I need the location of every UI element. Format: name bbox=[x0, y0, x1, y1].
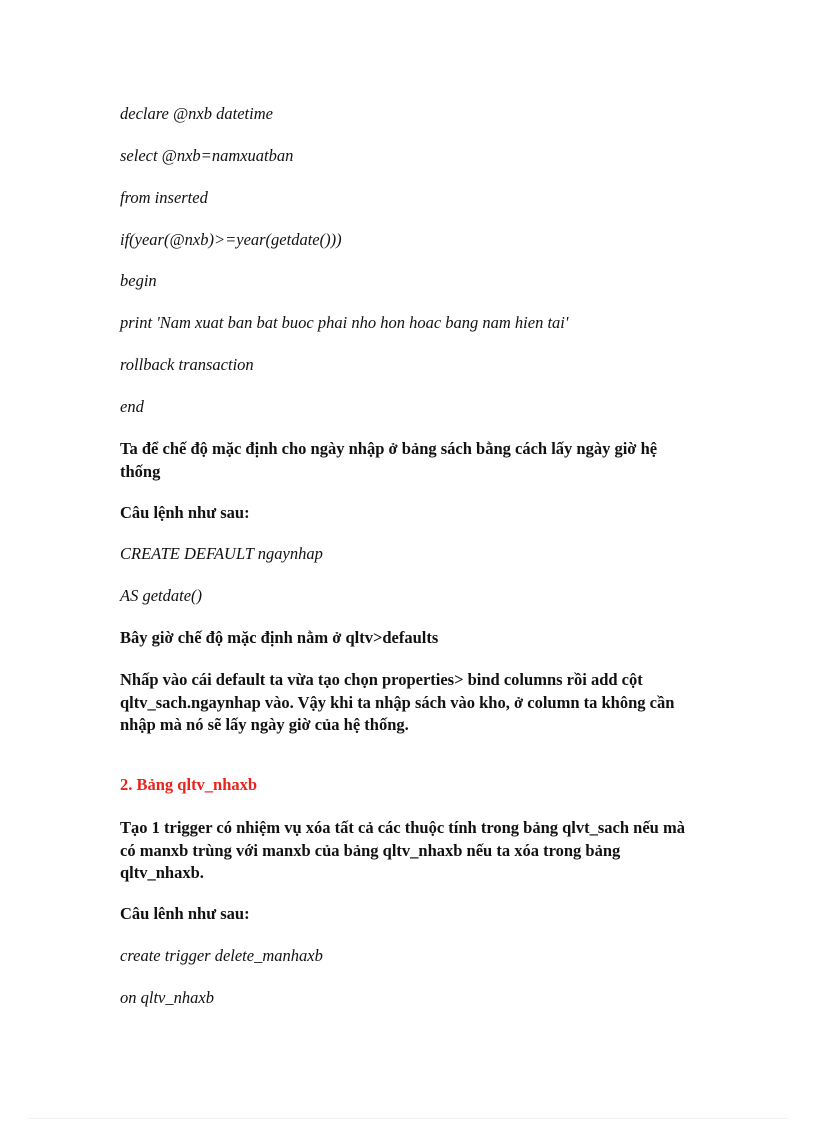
code-line: on qltv_nhaxb bbox=[120, 988, 214, 1007]
code-line: create trigger delete_manhaxb bbox=[120, 946, 323, 965]
section-heading: 2. Bảng qltv_nhaxb bbox=[120, 775, 258, 794]
code-line: select @nxb=namxuatban bbox=[120, 146, 294, 165]
paragraph: Câu lênh như sau: bbox=[120, 904, 250, 923]
code-line: print 'Nam xuat ban bat buoc phai nho hon hoac bang nam hien tai' bbox=[120, 313, 569, 332]
paragraph: Nhấp vào cái default ta vừa tạo chọn properties> bind columns rồi add cột qltv_sach.ngaynhap vào. Vậy khi ta nhập sách vào kho, ở column ta không cần nhập mà nó sẽ lấy ngày giờ của hệ thống. bbox=[120, 670, 675, 734]
paragraph: Tạo 1 trigger có nhiệm vụ xóa tất cả các thuộc tính trong bảng qlvt_sach nếu mà có manxb trùng với manxb của bảng qltv_nhaxb nếu ta xóa trong bảng qltv_nhaxb. bbox=[120, 818, 685, 882]
code-line: begin bbox=[120, 271, 157, 290]
code-line: if(year(@nxb)>=year(getdate())) bbox=[120, 230, 342, 249]
paragraph: Câu lệnh như sau: bbox=[120, 503, 250, 522]
code-line: end bbox=[120, 397, 144, 416]
code-line: declare @nxb datetime bbox=[120, 104, 273, 123]
paragraph: Ta để chế độ mặc định cho ngày nhập ở bảng sách bằng cách lấy ngày giờ hệ thống bbox=[120, 439, 658, 481]
page-bottom-rule bbox=[28, 1118, 788, 1119]
paragraph: Bây giờ chế độ mặc định nằm ở qltv>defaults bbox=[120, 628, 439, 647]
code-line: CREATE DEFAULT ngaynhap bbox=[120, 544, 323, 563]
code-line: AS getdate() bbox=[120, 586, 203, 605]
code-line: from inserted bbox=[120, 188, 208, 207]
code-line: rollback transaction bbox=[120, 355, 254, 374]
